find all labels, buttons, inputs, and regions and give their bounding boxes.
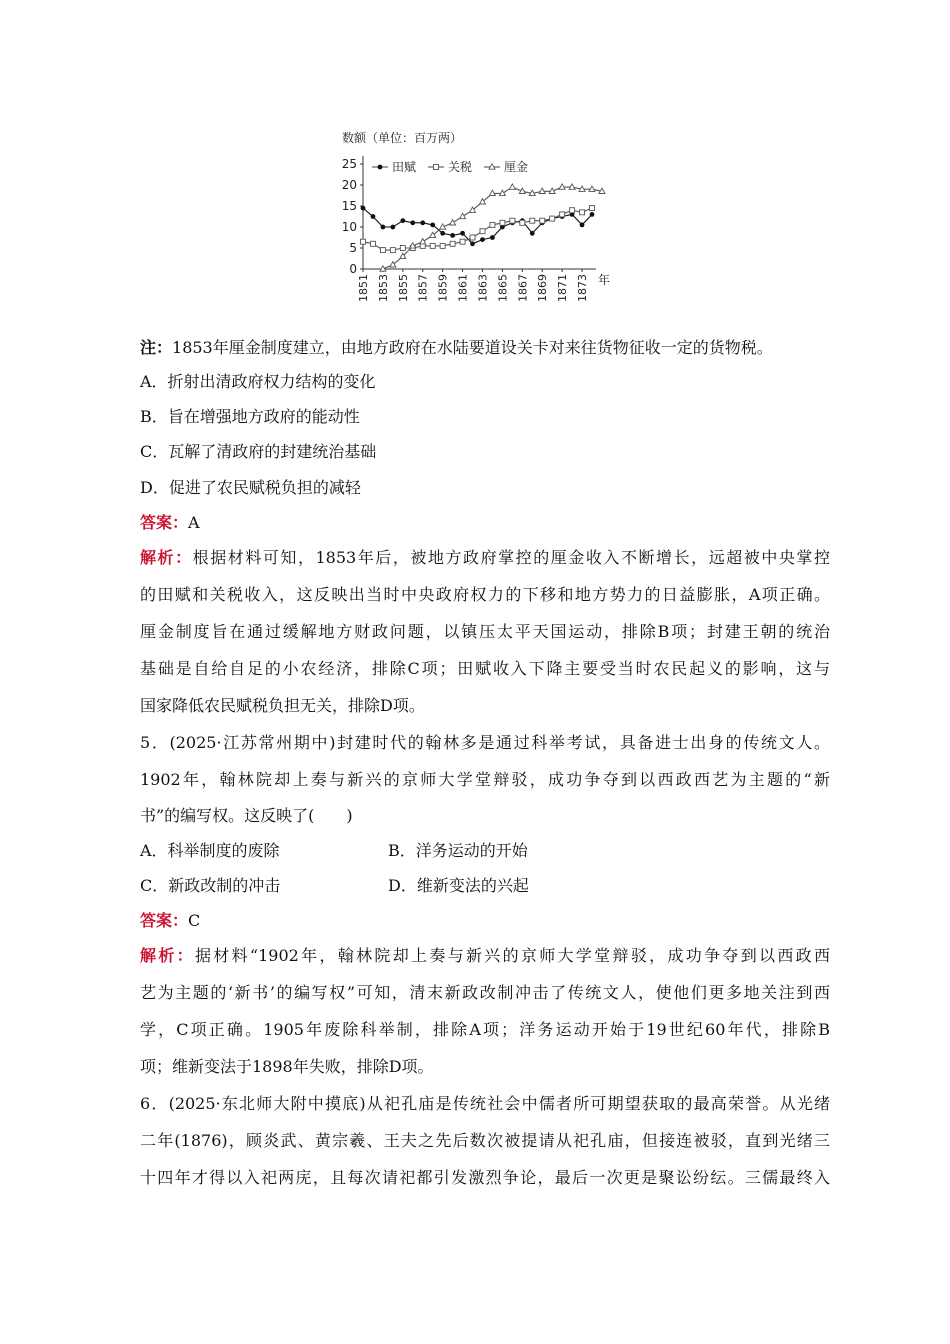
series-3-line <box>383 187 602 269</box>
series-1-point <box>410 220 415 225</box>
q4-option-a: A．折射出清政府权力结构的变化 <box>140 372 376 391</box>
x-tick-label: 1861 <box>456 274 470 302</box>
series-1-point <box>580 223 585 228</box>
y-tick-label: 10 <box>341 220 357 234</box>
legend-marker <box>378 165 383 170</box>
chart-note <box>140 338 830 358</box>
q5-options-row-1 <box>140 841 830 861</box>
series-2-point <box>510 218 515 223</box>
x-tick-label: 1865 <box>496 274 510 302</box>
q5-option-b: B．洋务运动的开始 <box>388 841 528 860</box>
q5-stem-line-3: 书”的编写权。这反映了( ) <box>140 806 353 825</box>
y-tick-label: 0 <box>349 262 357 276</box>
series-2-point <box>390 248 395 253</box>
series-2-point <box>550 216 555 221</box>
legend-label: 厘金 <box>504 160 529 174</box>
series-3-point <box>450 220 456 225</box>
q5-analysis-text-1: 据材料“1902年，翰林院却上奏与新兴的京师大学堂辩驳，成功争夺到以西政西 <box>194 946 830 965</box>
chart-svg <box>330 126 620 310</box>
series-1-point <box>590 212 595 217</box>
q6-stem-line-3: 十四年才得以入祀两庑，且每次请祀都引发激烈争论，最后一次更是聚讼纷纭。三儒最终入 <box>140 1168 830 1187</box>
q4-answer <box>140 513 830 533</box>
series-1-point <box>400 218 405 223</box>
series-2-point <box>570 208 575 213</box>
q4-option-b: B．旨在增强地方政府的能动性 <box>140 407 360 426</box>
series-1-point <box>460 231 465 236</box>
series-2-point <box>580 210 585 215</box>
q5-answer-label: 答案： <box>140 911 189 930</box>
legend-marker <box>434 165 439 170</box>
y-tick-label: 5 <box>349 241 357 255</box>
chart-ylabel: 数额（单位：百万两） <box>342 131 463 145</box>
q4-answer-label: 答案： <box>140 513 189 532</box>
q5-option-a: A．科举制度的废除 <box>140 841 280 860</box>
q5-analysis-line-1 <box>140 946 830 966</box>
q5-options-row-2 <box>140 876 830 896</box>
series-2-point <box>480 229 485 234</box>
y-tick-label: 20 <box>341 178 357 192</box>
series-2-point <box>380 248 385 253</box>
series-1-point <box>440 231 445 236</box>
q4-analysis-line-1 <box>140 548 830 568</box>
q5-stem-line-2: 1902年，翰林院却上奏与新兴的京师大学堂辩驳，成功争夺到以西政西艺为主题的“新 <box>140 770 830 789</box>
x-tick-label: 1863 <box>476 274 490 302</box>
series-1-point <box>430 223 435 228</box>
q4-analysis-text-1: 根据材料可知，1853年后，被地方政府掌控的厘金收入不断增长，远超被中央掌控 <box>192 548 830 567</box>
x-tick-label: 1871 <box>556 274 570 302</box>
x-tick-label: 1859 <box>436 274 450 302</box>
series-1-point <box>390 225 395 230</box>
series-1-point <box>371 214 376 219</box>
series-2-point <box>430 243 435 248</box>
revenue-line-chart <box>330 126 620 310</box>
series-2-point <box>540 218 545 223</box>
x-tick-label: 1867 <box>516 274 530 302</box>
legend-label: 关税 <box>448 160 473 174</box>
q5-analysis-line-3: 学，C项正确。1905年废除科举制，排除A项；洋务运动开始于19世纪60年代，排除B <box>140 1020 830 1039</box>
series-3-point <box>460 213 466 218</box>
series-2-point <box>400 246 405 251</box>
q5-answer-value: C <box>188 911 201 930</box>
series-1-point <box>490 235 495 240</box>
q5-answer <box>140 911 830 931</box>
q4-option-c: C．瓦解了清政府的封建统治基础 <box>140 442 377 461</box>
series-2-point <box>560 212 565 217</box>
q6-stem-line-2: 二年(1876)，顾炎武、黄宗羲、王夫之先后数次被提请从祀孔庙，但接连被驳，直到光绪三 <box>140 1131 830 1150</box>
x-tick-label: 1853 <box>376 274 390 302</box>
q4-option-d: D．促进了农民赋税负担的减轻 <box>140 478 361 497</box>
q5-option-d: D．维新变法的兴起 <box>388 876 529 895</box>
series-1-line <box>363 208 592 244</box>
x-axis-label: 年 <box>598 273 611 287</box>
x-tick-label: 1857 <box>416 274 430 302</box>
series-2-point <box>520 220 525 225</box>
q6-stem-line-1: 6．(2025·东北师大附中摸底)从祀孔庙是传统社会中儒者所可期望获取的最高荣誉。从光绪 <box>140 1094 830 1113</box>
q4-analysis-line-5: 国家降低农民赋税负担无关，排除D项。 <box>140 696 425 715</box>
q5-analysis-line-2: 艺为主题的‘新书’的编写权”可知，清末新政改制冲击了传统文人，使他们更多地关注到西 <box>140 983 830 1002</box>
x-tick-label: 1851 <box>357 274 370 302</box>
series-1-point <box>480 237 485 242</box>
x-tick-label: 1855 <box>396 274 410 302</box>
x-tick-label: 1869 <box>536 274 550 302</box>
series-1-point <box>470 241 475 246</box>
note-label: 注： <box>140 338 173 357</box>
x-tick-label: 1873 <box>576 274 590 302</box>
q5-analysis-label: 解析： <box>140 946 195 965</box>
q4-analysis-label: 解析： <box>140 548 193 567</box>
q5-analysis-line-4: 项；维新变法于1898年失败，排除D项。 <box>140 1057 434 1076</box>
series-1-point <box>361 206 366 211</box>
series-2-point <box>370 241 375 246</box>
series-1-point <box>530 231 535 236</box>
series-1-point <box>420 220 425 225</box>
series-2-point <box>450 241 455 246</box>
q4-analysis-line-3: 厘金制度旨在通过缓解地方财政问题，以镇压太平天国运动，排除B项；封建王朝的统治 <box>140 622 830 641</box>
series-2-point <box>500 220 505 225</box>
series-1-point <box>381 225 386 230</box>
note-text: 1853年厘金制度建立，由地方政府在水陆要道设关卡对来往货物征收一定的货物税。 <box>172 338 773 357</box>
series-2-point <box>490 222 495 227</box>
series-3-point <box>420 239 426 244</box>
q5-stem-line-1: 5．(2025·江苏常州期中)封建时代的翰林多是通过科举考试，具备进士出身的传统文人。 <box>140 733 830 752</box>
y-tick-label: 25 <box>341 157 357 171</box>
y-tick-label: 15 <box>341 199 357 213</box>
series-2-point <box>440 243 445 248</box>
series-2-point <box>460 239 465 244</box>
q5-option-c: C．新政改制的冲击 <box>140 876 281 895</box>
series-2-point <box>470 235 475 240</box>
series-2-point <box>530 218 535 223</box>
q4-analysis-line-4: 基础是自给自足的小农经济，排除C项；田赋收入下降主要受当时农民起义的影响，这与 <box>140 659 830 678</box>
series-2-point <box>590 206 595 211</box>
q4-answer-value: A <box>188 513 200 532</box>
series-3-point <box>509 184 515 189</box>
series-2-line <box>363 208 592 250</box>
series-1-point <box>450 233 455 238</box>
series-2-point <box>361 239 366 244</box>
q4-analysis-line-2: 的田赋和关税收入，这反映出当时中央政府权力的下移和地方势力的日益膨胀，A项正确。 <box>140 585 830 604</box>
legend-label: 田赋 <box>392 160 417 174</box>
